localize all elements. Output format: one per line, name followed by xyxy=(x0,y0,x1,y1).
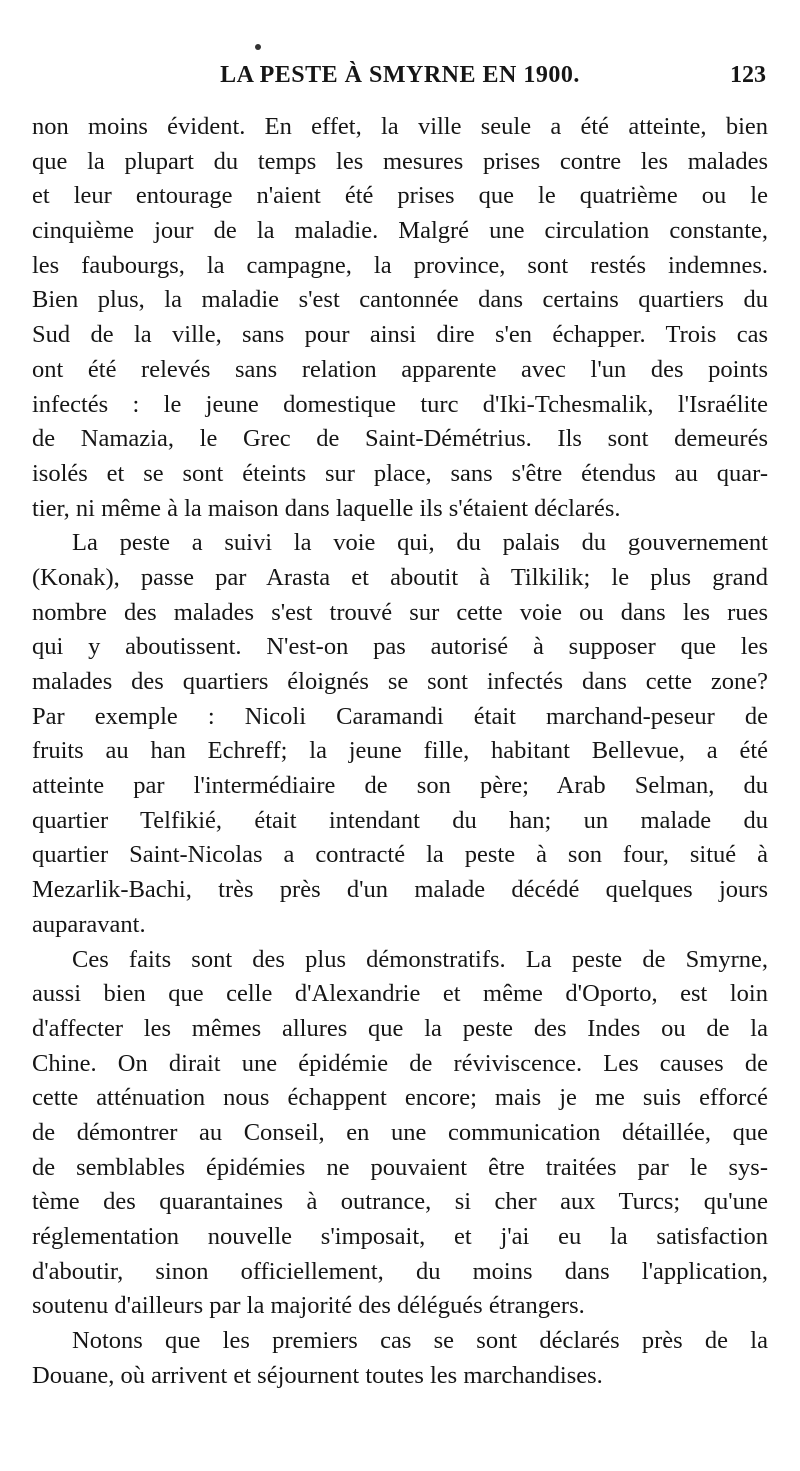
text-line: fruits au han Echreff; la jeune fille, habitant Bellevue, a été xyxy=(32,737,768,765)
text-line: de Namazia, le Grec de Saint-Démétrius. Ils sont demeurés xyxy=(32,425,768,453)
text-line: les faubourgs, la campagne, la province, sont restés indemnes. xyxy=(32,251,768,279)
text-line: de démontrer au Conseil, en une communication détaillée, que xyxy=(32,1118,768,1146)
text-line: atteinte par l'intermédiaire de son père; Arab Selman, du xyxy=(32,772,768,800)
text-line: d'affecter les mêmes allures que la peste des Indes ou de la xyxy=(32,1014,768,1042)
text-line: cinquième jour de la maladie. Malgré une circulation constante, xyxy=(32,217,768,245)
text-line: réglementation nouvelle s'imposait, et j'ai eu la satisfaction xyxy=(32,1223,768,1250)
paragraph-first-line: Notons que les premiers cas se sont déclarés près de la xyxy=(72,1327,768,1355)
text-line: d'aboutir, sinon officiellement, du moins dans l'application, xyxy=(32,1257,768,1285)
text-line: cette atténuation nous échappent encore; mais je me suis efforcé xyxy=(32,1084,768,1112)
text-line: et leur entourage n'aient été prises que le quatrième ou le xyxy=(32,182,768,210)
text-line: Par exemple : Nicoli Caramandi était marchand-peseur de xyxy=(32,702,768,730)
text-line: nombre des malades s'est trouvé sur cette voie ou dans les rues xyxy=(32,598,768,626)
page-number: 123 xyxy=(730,62,766,88)
text-line: Douane, où arrivent et séjournent toutes les marchandises. xyxy=(32,1361,603,1389)
text-line: isolés et se sont éteints sur place, sans s'être étendus au quar- xyxy=(32,459,768,487)
text-line: ont été relevés sans relation apparente avec l'un des points xyxy=(32,355,768,383)
text-line: de semblables épidémies ne pouvaient être traitées par le sys- xyxy=(32,1153,768,1181)
text-line: auparavant. xyxy=(32,910,146,938)
paragraph-first-line: La peste a suivi la voie qui, du palais du gouvernement xyxy=(72,529,768,557)
text-line: aussi bien que celle d'Alexandrie et même d'Oporto, est loin xyxy=(32,980,768,1008)
text-line: soutenu d'ailleurs par la majorité des délégués étrangers. xyxy=(32,1292,585,1320)
text-line: Sud de la ville, sans pour ainsi dire s'en échapper. Trois cas xyxy=(32,321,768,349)
ink-speck xyxy=(255,44,261,50)
text-line: Chine. On dirait une épidémie de réviviscence. Les causes de xyxy=(32,1049,768,1077)
text-line: infectés : le jeune domestique turc d'Iki-Tchesmalik, l'Israélite xyxy=(32,390,768,418)
text-line: malades des quartiers éloignés se sont infectés dans cette zone? xyxy=(32,668,768,695)
text-line: (Konak), passe par Arasta et aboutit à Tilkilik; le plus grand xyxy=(32,563,768,591)
text-line: Bien plus, la maladie s'est cantonnée dans certains quartiers du xyxy=(32,286,768,314)
page-header xyxy=(30,62,770,102)
text-line: qui y aboutissent. N'est-on pas autorisé à supposer que les xyxy=(32,633,768,661)
body-text xyxy=(32,110,768,1393)
text-line: tème des quarantaines à outrance, si cher aux Turcs; qu'une xyxy=(32,1188,768,1216)
text-line: tier, ni même à la maison dans laquelle ils s'étaient déclarés. xyxy=(32,494,621,522)
running-title: LA PESTE À SMYRNE EN 1900. xyxy=(220,62,580,88)
text-line: que la plupart du temps les mesures prises contre les malades xyxy=(32,147,768,175)
text-line: quartier Saint-Nicolas a contracté la peste à son four, situé à xyxy=(32,841,768,869)
text-line: Mezarlik-Bachi, très près d'un malade décédé quelques jours xyxy=(32,876,768,904)
text-line: non moins évident. En effet, la ville seule a été atteinte, bien xyxy=(32,113,768,140)
text-line: quartier Telfikié, était intendant du han; un malade du xyxy=(32,806,768,834)
paragraph-first-line: Ces faits sont des plus démonstratifs. La peste de Smyrne, xyxy=(72,945,768,973)
